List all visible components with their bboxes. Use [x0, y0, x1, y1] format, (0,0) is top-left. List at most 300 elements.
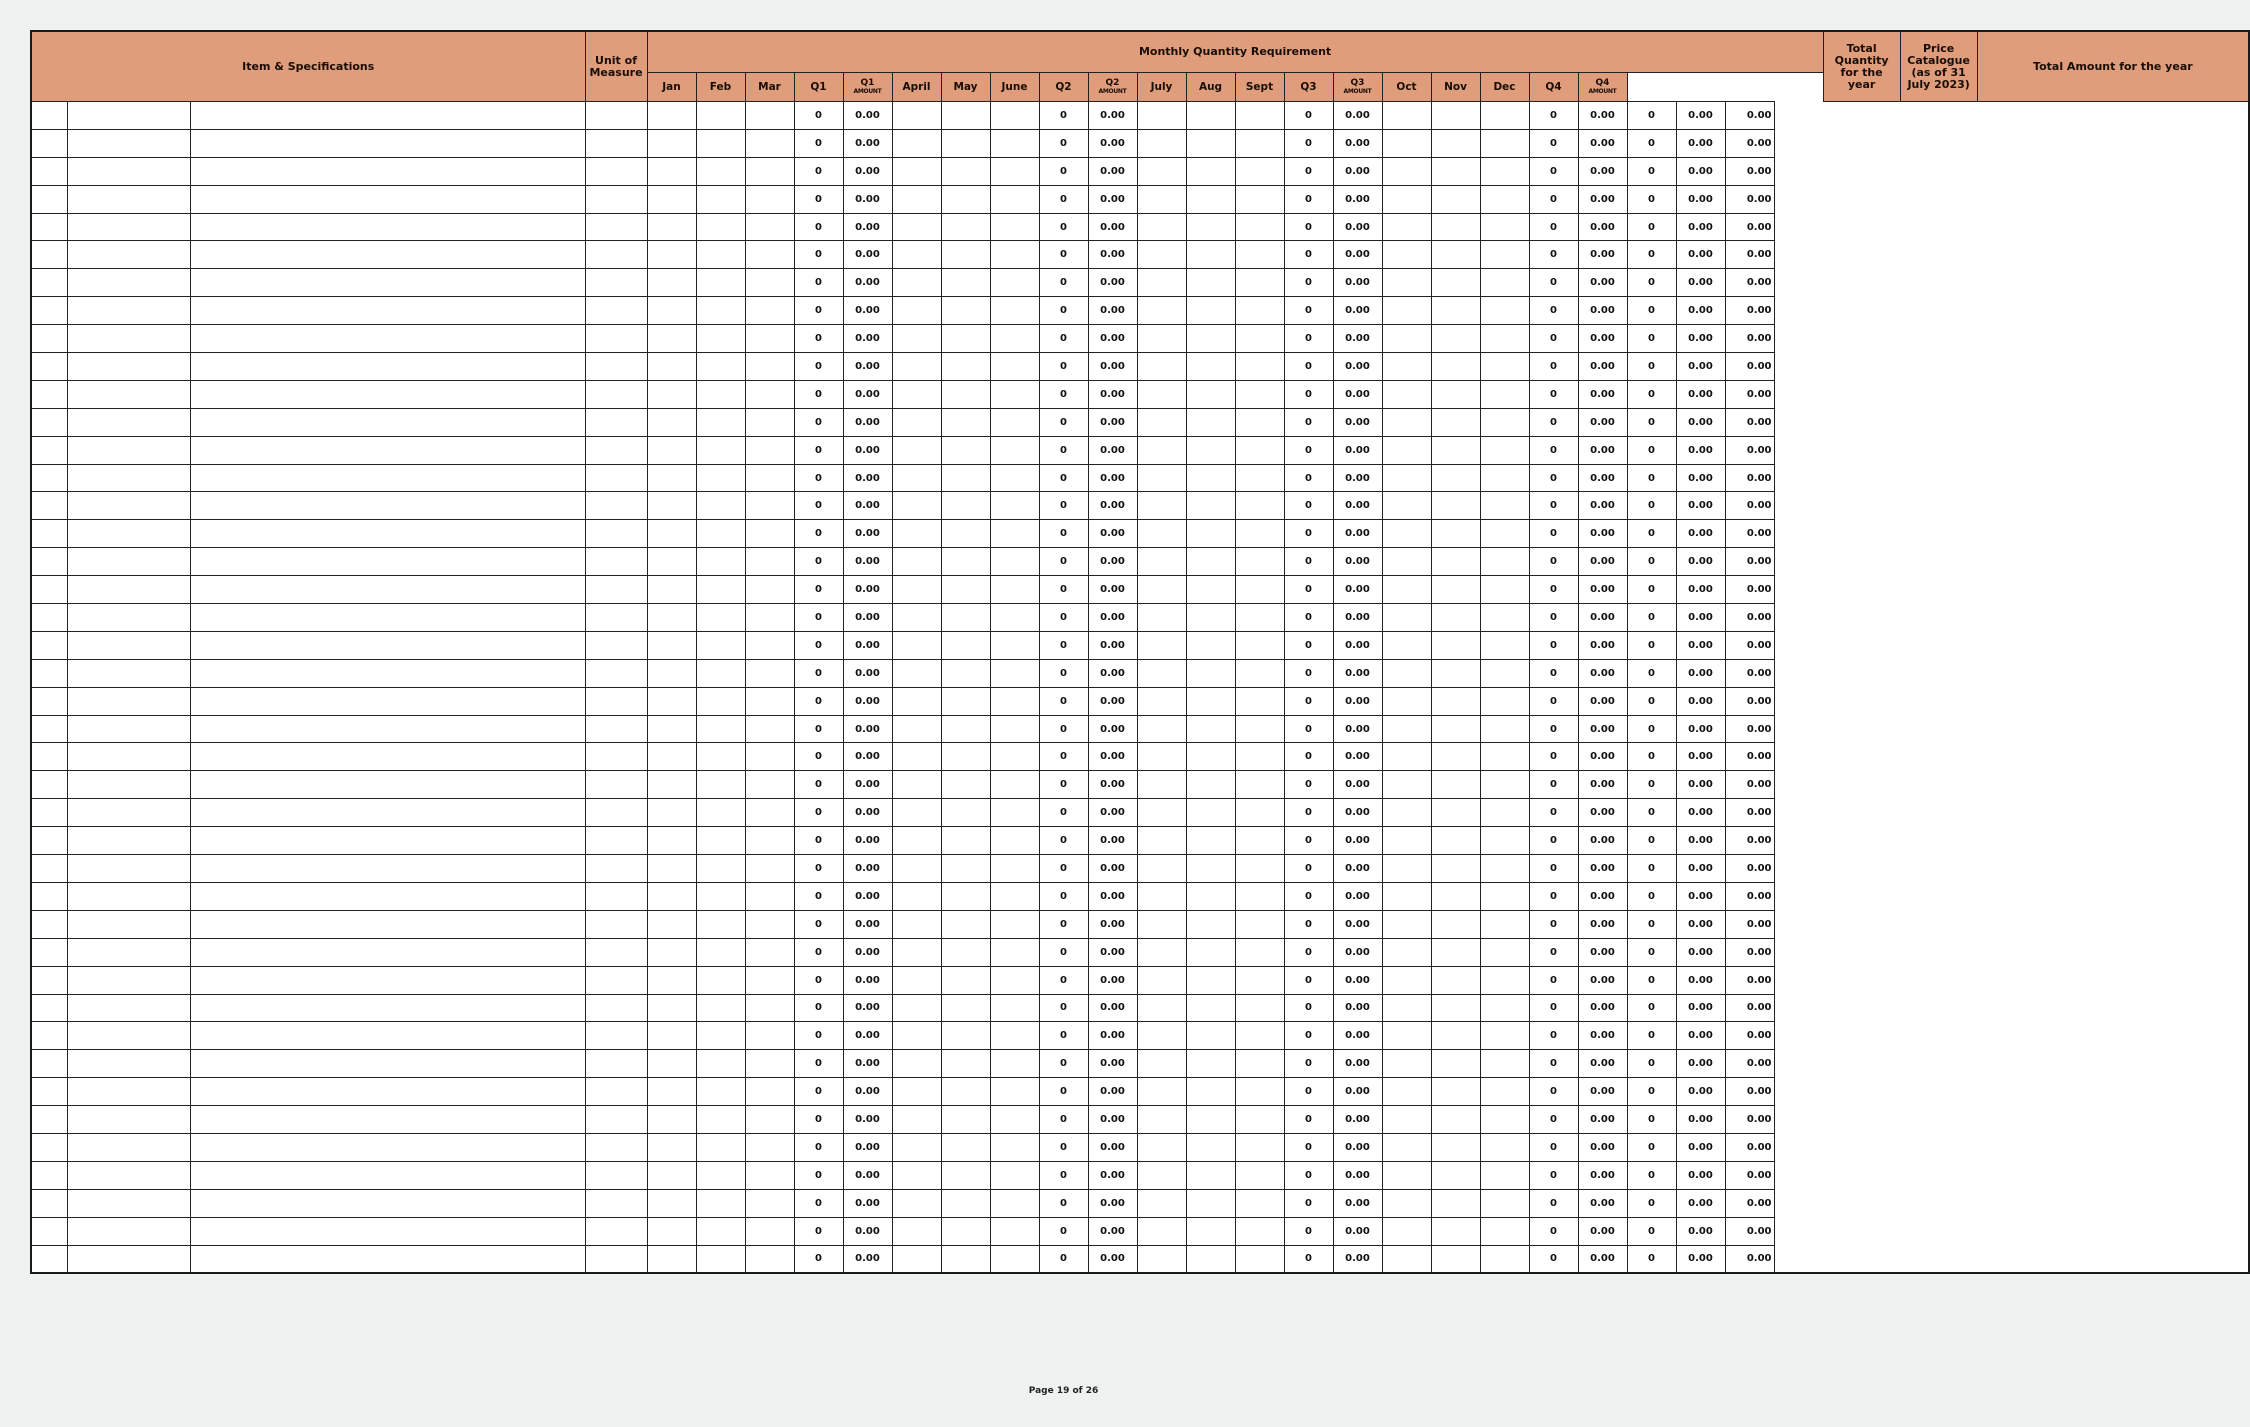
item-description-cell[interactable] — [190, 659, 585, 687]
price-cell[interactable]: 0.00 — [1676, 938, 1725, 966]
sept-cell[interactable] — [1235, 631, 1284, 659]
q1-amount-cell[interactable]: 0.00 — [843, 966, 892, 994]
june-cell[interactable] — [990, 994, 1039, 1022]
item-description-cell[interactable] — [190, 576, 585, 604]
april-cell[interactable] — [892, 464, 941, 492]
oct-cell[interactable] — [1382, 464, 1431, 492]
q1-qty-cell[interactable]: 0 — [794, 994, 843, 1022]
nov-cell[interactable] — [1431, 799, 1480, 827]
item-description-cell[interactable] — [190, 325, 585, 353]
q1-amount-cell[interactable]: 0.00 — [843, 380, 892, 408]
q2-amount-cell[interactable]: 0.00 — [1088, 855, 1137, 883]
q4-amount-cell[interactable]: 0.00 — [1578, 436, 1627, 464]
q2-amount-cell[interactable]: 0.00 — [1088, 1050, 1137, 1078]
oct-cell[interactable] — [1382, 297, 1431, 325]
feb-cell[interactable] — [696, 799, 745, 827]
total-amount-cell[interactable]: 0.00 — [1725, 1050, 1774, 1078]
q3-amount-cell[interactable]: 0.00 — [1333, 576, 1382, 604]
may-cell[interactable] — [941, 1245, 990, 1273]
q1-qty-cell[interactable]: 0 — [794, 408, 843, 436]
price-cell[interactable]: 0.00 — [1676, 1133, 1725, 1161]
q4-qty-cell[interactable]: 0 — [1529, 1078, 1578, 1106]
dec-cell[interactable] — [1480, 1217, 1529, 1245]
item-code-cell[interactable] — [67, 436, 190, 464]
oct-cell[interactable] — [1382, 576, 1431, 604]
total-quantity-cell[interactable]: 0 — [1627, 548, 1676, 576]
q1-amount-cell[interactable]: 0.00 — [843, 1078, 892, 1106]
q4-qty-cell[interactable]: 0 — [1529, 129, 1578, 157]
item-code-cell[interactable] — [67, 520, 190, 548]
aug-cell[interactable] — [1186, 269, 1235, 297]
mar-cell[interactable] — [745, 1106, 794, 1134]
jan-cell[interactable] — [647, 994, 696, 1022]
jan-cell[interactable] — [647, 882, 696, 910]
q4-qty-cell[interactable]: 0 — [1529, 241, 1578, 269]
june-cell[interactable] — [990, 436, 1039, 464]
dec-cell[interactable] — [1480, 743, 1529, 771]
may-cell[interactable] — [941, 129, 990, 157]
q4-amount-cell[interactable]: 0.00 — [1578, 910, 1627, 938]
q2-qty-cell[interactable]: 0 — [1039, 241, 1088, 269]
june-cell[interactable] — [990, 687, 1039, 715]
q3-qty-cell[interactable]: 0 — [1284, 548, 1333, 576]
item-code-cell[interactable] — [67, 715, 190, 743]
feb-cell[interactable] — [696, 855, 745, 883]
q3-amount-cell[interactable]: 0.00 — [1333, 938, 1382, 966]
june-cell[interactable] — [990, 827, 1039, 855]
april-cell[interactable] — [892, 799, 941, 827]
jan-cell[interactable] — [647, 1133, 696, 1161]
june-cell[interactable] — [990, 157, 1039, 185]
item-description-cell[interactable] — [190, 687, 585, 715]
q3-amount-cell[interactable]: 0.00 — [1333, 1106, 1382, 1134]
april-cell[interactable] — [892, 241, 941, 269]
july-cell[interactable] — [1137, 241, 1186, 269]
q4-qty-cell[interactable]: 0 — [1529, 297, 1578, 325]
q3-amount-cell[interactable]: 0.00 — [1333, 408, 1382, 436]
dec-cell[interactable] — [1480, 1189, 1529, 1217]
feb-cell[interactable] — [696, 102, 745, 130]
total-quantity-cell[interactable]: 0 — [1627, 576, 1676, 604]
price-cell[interactable]: 0.00 — [1676, 882, 1725, 910]
sept-cell[interactable] — [1235, 380, 1284, 408]
may-cell[interactable] — [941, 520, 990, 548]
feb-cell[interactable] — [696, 604, 745, 632]
mar-cell[interactable] — [745, 1022, 794, 1050]
may-cell[interactable] — [941, 408, 990, 436]
april-cell[interactable] — [892, 1217, 941, 1245]
total-amount-cell[interactable]: 0.00 — [1725, 102, 1774, 130]
unit-cell[interactable] — [585, 269, 647, 297]
nov-cell[interactable] — [1431, 102, 1480, 130]
sept-cell[interactable] — [1235, 520, 1284, 548]
dec-cell[interactable] — [1480, 827, 1529, 855]
sept-cell[interactable] — [1235, 1022, 1284, 1050]
q3-qty-cell[interactable]: 0 — [1284, 102, 1333, 130]
nov-cell[interactable] — [1431, 743, 1480, 771]
q4-amount-cell[interactable]: 0.00 — [1578, 1050, 1627, 1078]
nov-cell[interactable] — [1431, 353, 1480, 381]
total-quantity-cell[interactable]: 0 — [1627, 213, 1676, 241]
jan-cell[interactable] — [647, 102, 696, 130]
jan-cell[interactable] — [647, 855, 696, 883]
item-code-cell[interactable] — [67, 464, 190, 492]
q1-qty-cell[interactable]: 0 — [794, 1245, 843, 1273]
feb-cell[interactable] — [696, 464, 745, 492]
total-amount-cell[interactable]: 0.00 — [1725, 715, 1774, 743]
june-cell[interactable] — [990, 185, 1039, 213]
q3-qty-cell[interactable]: 0 — [1284, 882, 1333, 910]
q2-amount-cell[interactable]: 0.00 — [1088, 631, 1137, 659]
june-cell[interactable] — [990, 659, 1039, 687]
item-code-cell[interactable] — [67, 1133, 190, 1161]
q2-qty-cell[interactable]: 0 — [1039, 659, 1088, 687]
july-cell[interactable] — [1137, 1050, 1186, 1078]
item-code-cell[interactable] — [67, 771, 190, 799]
july-cell[interactable] — [1137, 436, 1186, 464]
q3-qty-cell[interactable]: 0 — [1284, 1217, 1333, 1245]
may-cell[interactable] — [941, 492, 990, 520]
mar-cell[interactable] — [745, 882, 794, 910]
q1-qty-cell[interactable]: 0 — [794, 576, 843, 604]
q4-amount-cell[interactable]: 0.00 — [1578, 241, 1627, 269]
july-cell[interactable] — [1137, 129, 1186, 157]
june-cell[interactable] — [990, 241, 1039, 269]
q2-qty-cell[interactable]: 0 — [1039, 743, 1088, 771]
feb-cell[interactable] — [696, 213, 745, 241]
mar-cell[interactable] — [745, 185, 794, 213]
q3-qty-cell[interactable]: 0 — [1284, 659, 1333, 687]
q3-amount-cell[interactable]: 0.00 — [1333, 297, 1382, 325]
q2-amount-cell[interactable]: 0.00 — [1088, 436, 1137, 464]
july-cell[interactable] — [1137, 185, 1186, 213]
dec-cell[interactable] — [1480, 464, 1529, 492]
april-cell[interactable] — [892, 213, 941, 241]
q2-amount-cell[interactable]: 0.00 — [1088, 938, 1137, 966]
item-description-cell[interactable] — [190, 157, 585, 185]
row-number-cell[interactable] — [31, 743, 67, 771]
mar-cell[interactable] — [745, 436, 794, 464]
q2-amount-cell[interactable]: 0.00 — [1088, 325, 1137, 353]
nov-cell[interactable] — [1431, 129, 1480, 157]
sept-cell[interactable] — [1235, 157, 1284, 185]
q1-qty-cell[interactable]: 0 — [794, 910, 843, 938]
item-description-cell[interactable] — [190, 102, 585, 130]
unit-cell[interactable] — [585, 799, 647, 827]
total-quantity-cell[interactable]: 0 — [1627, 938, 1676, 966]
q4-amount-cell[interactable]: 0.00 — [1578, 966, 1627, 994]
price-cell[interactable]: 0.00 — [1676, 659, 1725, 687]
item-description-cell[interactable] — [190, 129, 585, 157]
total-quantity-cell[interactable]: 0 — [1627, 297, 1676, 325]
oct-cell[interactable] — [1382, 1133, 1431, 1161]
q3-amount-cell[interactable]: 0.00 — [1333, 882, 1382, 910]
item-description-cell[interactable] — [190, 994, 585, 1022]
mar-cell[interactable] — [745, 576, 794, 604]
price-cell[interactable]: 0.00 — [1676, 1078, 1725, 1106]
price-cell[interactable]: 0.00 — [1676, 520, 1725, 548]
june-cell[interactable] — [990, 910, 1039, 938]
mar-cell[interactable] — [745, 492, 794, 520]
oct-cell[interactable] — [1382, 1161, 1431, 1189]
july-cell[interactable] — [1137, 687, 1186, 715]
q3-qty-cell[interactable]: 0 — [1284, 1078, 1333, 1106]
row-number-cell[interactable] — [31, 1161, 67, 1189]
june-cell[interactable] — [990, 1189, 1039, 1217]
row-number-cell[interactable] — [31, 631, 67, 659]
dec-cell[interactable] — [1480, 1133, 1529, 1161]
july-cell[interactable] — [1137, 1217, 1186, 1245]
mar-cell[interactable] — [745, 1078, 794, 1106]
q3-amount-cell[interactable]: 0.00 — [1333, 604, 1382, 632]
total-quantity-cell[interactable]: 0 — [1627, 771, 1676, 799]
total-amount-cell[interactable]: 0.00 — [1725, 771, 1774, 799]
jan-cell[interactable] — [647, 687, 696, 715]
q3-amount-cell[interactable]: 0.00 — [1333, 771, 1382, 799]
june-cell[interactable] — [990, 1245, 1039, 1273]
total-quantity-cell[interactable]: 0 — [1627, 855, 1676, 883]
price-cell[interactable]: 0.00 — [1676, 436, 1725, 464]
mar-cell[interactable] — [745, 966, 794, 994]
item-code-cell[interactable] — [67, 185, 190, 213]
april-cell[interactable] — [892, 882, 941, 910]
q1-qty-cell[interactable]: 0 — [794, 520, 843, 548]
july-cell[interactable] — [1137, 492, 1186, 520]
oct-cell[interactable] — [1382, 1022, 1431, 1050]
q1-amount-cell[interactable]: 0.00 — [843, 1161, 892, 1189]
q4-amount-cell[interactable]: 0.00 — [1578, 827, 1627, 855]
q3-amount-cell[interactable]: 0.00 — [1333, 910, 1382, 938]
total-amount-cell[interactable]: 0.00 — [1725, 436, 1774, 464]
unit-cell[interactable] — [585, 520, 647, 548]
feb-cell[interactable] — [696, 882, 745, 910]
item-description-cell[interactable] — [190, 1161, 585, 1189]
sept-cell[interactable] — [1235, 436, 1284, 464]
item-description-cell[interactable] — [190, 436, 585, 464]
oct-cell[interactable] — [1382, 659, 1431, 687]
total-amount-cell[interactable]: 0.00 — [1725, 994, 1774, 1022]
feb-cell[interactable] — [696, 659, 745, 687]
q4-amount-cell[interactable]: 0.00 — [1578, 102, 1627, 130]
may-cell[interactable] — [941, 938, 990, 966]
june-cell[interactable] — [990, 966, 1039, 994]
q3-amount-cell[interactable]: 0.00 — [1333, 855, 1382, 883]
q2-amount-cell[interactable]: 0.00 — [1088, 213, 1137, 241]
unit-cell[interactable] — [585, 659, 647, 687]
row-number-cell[interactable] — [31, 380, 67, 408]
row-number-cell[interactable] — [31, 520, 67, 548]
q1-qty-cell[interactable]: 0 — [794, 213, 843, 241]
q1-amount-cell[interactable]: 0.00 — [843, 1106, 892, 1134]
q4-amount-cell[interactable]: 0.00 — [1578, 185, 1627, 213]
aug-cell[interactable] — [1186, 994, 1235, 1022]
feb-cell[interactable] — [696, 1022, 745, 1050]
q3-amount-cell[interactable]: 0.00 — [1333, 269, 1382, 297]
total-amount-cell[interactable]: 0.00 — [1725, 743, 1774, 771]
q2-amount-cell[interactable]: 0.00 — [1088, 771, 1137, 799]
q1-qty-cell[interactable]: 0 — [794, 157, 843, 185]
aug-cell[interactable] — [1186, 966, 1235, 994]
item-description-cell[interactable] — [190, 882, 585, 910]
total-quantity-cell[interactable]: 0 — [1627, 408, 1676, 436]
q4-amount-cell[interactable]: 0.00 — [1578, 353, 1627, 381]
q4-qty-cell[interactable]: 0 — [1529, 185, 1578, 213]
q2-qty-cell[interactable]: 0 — [1039, 129, 1088, 157]
feb-cell[interactable] — [696, 436, 745, 464]
sept-cell[interactable] — [1235, 1050, 1284, 1078]
unit-cell[interactable] — [585, 353, 647, 381]
q1-amount-cell[interactable]: 0.00 — [843, 548, 892, 576]
april-cell[interactable] — [892, 1189, 941, 1217]
q1-qty-cell[interactable]: 0 — [794, 492, 843, 520]
q3-amount-cell[interactable]: 0.00 — [1333, 380, 1382, 408]
q4-qty-cell[interactable]: 0 — [1529, 102, 1578, 130]
q3-qty-cell[interactable]: 0 — [1284, 185, 1333, 213]
q4-qty-cell[interactable]: 0 — [1529, 576, 1578, 604]
total-amount-cell[interactable]: 0.00 — [1725, 1078, 1774, 1106]
q2-qty-cell[interactable]: 0 — [1039, 1022, 1088, 1050]
dec-cell[interactable] — [1480, 1106, 1529, 1134]
nov-cell[interactable] — [1431, 659, 1480, 687]
july-cell[interactable] — [1137, 576, 1186, 604]
july-cell[interactable] — [1137, 604, 1186, 632]
price-cell[interactable]: 0.00 — [1676, 492, 1725, 520]
q2-qty-cell[interactable]: 0 — [1039, 687, 1088, 715]
sept-cell[interactable] — [1235, 994, 1284, 1022]
feb-cell[interactable] — [696, 938, 745, 966]
q4-amount-cell[interactable]: 0.00 — [1578, 1189, 1627, 1217]
dec-cell[interactable] — [1480, 1022, 1529, 1050]
q1-qty-cell[interactable]: 0 — [794, 966, 843, 994]
may-cell[interactable] — [941, 1189, 990, 1217]
unit-cell[interactable] — [585, 464, 647, 492]
nov-cell[interactable] — [1431, 827, 1480, 855]
price-cell[interactable]: 0.00 — [1676, 269, 1725, 297]
total-quantity-cell[interactable]: 0 — [1627, 1078, 1676, 1106]
oct-cell[interactable] — [1382, 938, 1431, 966]
q2-qty-cell[interactable]: 0 — [1039, 102, 1088, 130]
q4-amount-cell[interactable]: 0.00 — [1578, 855, 1627, 883]
unit-cell[interactable] — [585, 1106, 647, 1134]
q3-amount-cell[interactable]: 0.00 — [1333, 743, 1382, 771]
jan-cell[interactable] — [647, 576, 696, 604]
q1-amount-cell[interactable]: 0.00 — [843, 576, 892, 604]
may-cell[interactable] — [941, 185, 990, 213]
april-cell[interactable] — [892, 966, 941, 994]
mar-cell[interactable] — [745, 855, 794, 883]
sept-cell[interactable] — [1235, 910, 1284, 938]
aug-cell[interactable] — [1186, 492, 1235, 520]
q4-amount-cell[interactable]: 0.00 — [1578, 576, 1627, 604]
item-description-cell[interactable] — [190, 743, 585, 771]
q4-qty-cell[interactable]: 0 — [1529, 771, 1578, 799]
june-cell[interactable] — [990, 102, 1039, 130]
jan-cell[interactable] — [647, 157, 696, 185]
unit-cell[interactable] — [585, 743, 647, 771]
q3-qty-cell[interactable]: 0 — [1284, 1189, 1333, 1217]
nov-cell[interactable] — [1431, 1050, 1480, 1078]
feb-cell[interactable] — [696, 994, 745, 1022]
total-amount-cell[interactable]: 0.00 — [1725, 604, 1774, 632]
item-code-cell[interactable] — [67, 994, 190, 1022]
q1-qty-cell[interactable]: 0 — [794, 102, 843, 130]
price-cell[interactable]: 0.00 — [1676, 241, 1725, 269]
sept-cell[interactable] — [1235, 353, 1284, 381]
q4-qty-cell[interactable]: 0 — [1529, 966, 1578, 994]
jan-cell[interactable] — [647, 1050, 696, 1078]
unit-cell[interactable] — [585, 827, 647, 855]
q3-amount-cell[interactable]: 0.00 — [1333, 157, 1382, 185]
june-cell[interactable] — [990, 771, 1039, 799]
feb-cell[interactable] — [696, 353, 745, 381]
mar-cell[interactable] — [745, 353, 794, 381]
price-cell[interactable]: 0.00 — [1676, 715, 1725, 743]
july-cell[interactable] — [1137, 297, 1186, 325]
june-cell[interactable] — [990, 129, 1039, 157]
total-quantity-cell[interactable]: 0 — [1627, 743, 1676, 771]
total-amount-cell[interactable]: 0.00 — [1725, 520, 1774, 548]
q1-amount-cell[interactable]: 0.00 — [843, 1133, 892, 1161]
q2-amount-cell[interactable]: 0.00 — [1088, 185, 1137, 213]
mar-cell[interactable] — [745, 994, 794, 1022]
april-cell[interactable] — [892, 687, 941, 715]
mar-cell[interactable] — [745, 1189, 794, 1217]
q2-amount-cell[interactable]: 0.00 — [1088, 799, 1137, 827]
q2-amount-cell[interactable]: 0.00 — [1088, 520, 1137, 548]
q2-amount-cell[interactable]: 0.00 — [1088, 380, 1137, 408]
aug-cell[interactable] — [1186, 687, 1235, 715]
oct-cell[interactable] — [1382, 827, 1431, 855]
q4-amount-cell[interactable]: 0.00 — [1578, 408, 1627, 436]
july-cell[interactable] — [1137, 520, 1186, 548]
total-quantity-cell[interactable]: 0 — [1627, 269, 1676, 297]
unit-cell[interactable] — [585, 966, 647, 994]
july-cell[interactable] — [1137, 966, 1186, 994]
april-cell[interactable] — [892, 1106, 941, 1134]
item-code-cell[interactable] — [67, 604, 190, 632]
may-cell[interactable] — [941, 576, 990, 604]
nov-cell[interactable] — [1431, 269, 1480, 297]
q3-qty-cell[interactable]: 0 — [1284, 715, 1333, 743]
price-cell[interactable]: 0.00 — [1676, 576, 1725, 604]
item-code-cell[interactable] — [67, 353, 190, 381]
aug-cell[interactable] — [1186, 743, 1235, 771]
nov-cell[interactable] — [1431, 1106, 1480, 1134]
may-cell[interactable] — [941, 659, 990, 687]
q2-amount-cell[interactable]: 0.00 — [1088, 269, 1137, 297]
q1-qty-cell[interactable]: 0 — [794, 380, 843, 408]
q3-qty-cell[interactable]: 0 — [1284, 269, 1333, 297]
total-amount-cell[interactable]: 0.00 — [1725, 492, 1774, 520]
total-quantity-cell[interactable]: 0 — [1627, 994, 1676, 1022]
q1-amount-cell[interactable]: 0.00 — [843, 129, 892, 157]
mar-cell[interactable] — [745, 241, 794, 269]
q1-amount-cell[interactable]: 0.00 — [843, 185, 892, 213]
feb-cell[interactable] — [696, 241, 745, 269]
total-quantity-cell[interactable]: 0 — [1627, 241, 1676, 269]
june-cell[interactable] — [990, 1106, 1039, 1134]
row-number-cell[interactable] — [31, 464, 67, 492]
total-quantity-cell[interactable]: 0 — [1627, 436, 1676, 464]
total-amount-cell[interactable]: 0.00 — [1725, 269, 1774, 297]
nov-cell[interactable] — [1431, 1133, 1480, 1161]
q4-amount-cell[interactable]: 0.00 — [1578, 771, 1627, 799]
q1-amount-cell[interactable]: 0.00 — [843, 604, 892, 632]
total-quantity-cell[interactable]: 0 — [1627, 1022, 1676, 1050]
feb-cell[interactable] — [696, 269, 745, 297]
q3-amount-cell[interactable]: 0.00 — [1333, 492, 1382, 520]
item-description-cell[interactable] — [190, 380, 585, 408]
